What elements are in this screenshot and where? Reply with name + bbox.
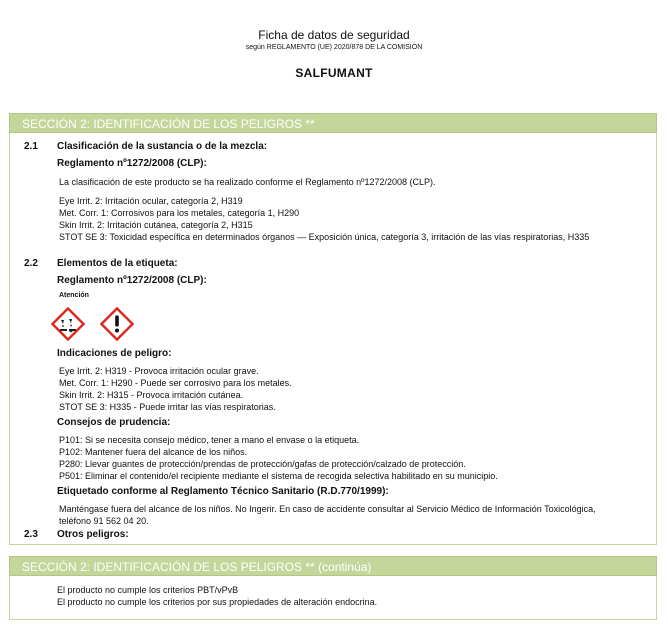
label-regulation-heading: Reglamento nº1272/2008 (CLP): (57, 275, 207, 286)
subsection-2-3-number: 2.3 (24, 529, 38, 540)
section-2-header (9, 113, 657, 133)
section-2-continued-title: SECCIÓN 2: IDENTIFICACIÓN DE LOS PELIGROS ** (continúa) (22, 560, 372, 574)
hazard-statement: Met. Corr. 1: H290 - Puede ser corrosivo para los metales. (59, 378, 292, 388)
subsection-2-2-title: Elementos de la etiqueta: (57, 258, 178, 269)
precautionary-statement: P101: Si se necesita consejo médico, tener a mano el envase o la etiqueta. (59, 435, 360, 445)
clp-regulation-heading: Reglamento nº1272/2008 (CLP): (57, 158, 207, 169)
classification-item: Met. Corr. 1: Corrosivos para los metales, categoría 1, H290 (59, 208, 300, 218)
subsection-2-1-number: 2.1 (24, 141, 38, 152)
rtsa-heading: Etiquetado conforme al Reglamento Técnico Sanitario (R.D.770/1999): (57, 486, 389, 497)
other-hazard-line: El producto no cumple los criterios PBT/vPvB (57, 585, 239, 595)
document-title: Ficha de datos de seguridad (258, 28, 410, 42)
rtsa-text: Manténgase fuera del alcance de los niños. No Ingerir. En caso de accidente consultar al Servicio Médico de Información Toxicológica, teléfono 91 562 04 20. (59, 504, 596, 526)
classification-intro: La clasificación de este producto se ha realizado conforme el Reglamento nº1272/2008 (CLP). (59, 177, 436, 187)
subsection-2-2-number: 2.2 (24, 258, 38, 269)
ghs05-corrosion-icon (51, 307, 85, 341)
precautionary-statement: P280: Llevar guantes de protección/prendas de protección/gafas de protección/calzado de protección. (59, 459, 466, 469)
precautionary-statement: P102: Mantener fuera del alcance de los niños. (59, 447, 248, 457)
signal-word: Atención (59, 292, 89, 299)
hazard-statement: STOT SE 3: H335 - Puede irritar las vías respiratorias. (59, 402, 276, 412)
hazard-statement: Skin Irrit. 2: H315 - Provoca irritación cutánea. (59, 390, 244, 400)
section-2-continued-header (9, 556, 657, 576)
classification-item: STOT SE 3: Toxicidad específica en determinados órganos — Exposición única, categoría 3, irritación de las vías respiratorias, H335 (59, 232, 590, 242)
classification-item: Skin Irrit. 2: Irritación cutánea, categoría 2, H315 (59, 220, 253, 230)
subsection-2-1-title: Clasificación de la sustancia o de la mezcla: (57, 141, 268, 152)
ghs07-exclamation-icon (100, 307, 134, 341)
other-hazard-line: El producto no cumple los criterios por sus propiedades de alteración endocrina. (57, 597, 378, 607)
classification-item: Eye Irrit. 2: Irritación ocular, categoría 2, H319 (59, 196, 243, 206)
subsection-2-3-title: Otros peligros: (57, 529, 129, 540)
precautionary-heading: Consejos de prudencia: (57, 417, 171, 428)
product-name: SALFUMANT (295, 66, 373, 80)
hazard-statement: Eye Irrit. 2: H319 - Provoca irritación ocular grave. (59, 366, 259, 376)
section-2-title: SECCIÓN 2: IDENTIFICACIÓN DE LOS PELIGROS ** (22, 117, 315, 131)
hazard-statements-heading: Indicaciones de peligro: (57, 348, 172, 359)
precautionary-statement: P501: Eliminar el contenido/el recipiente mediante el sistema de recogida selectiva habilitado en su municipio. (59, 471, 498, 481)
regulation-subtitle: según REGLAMENTO (UE) 2020/878 DE LA COMISIÓN (245, 44, 423, 51)
